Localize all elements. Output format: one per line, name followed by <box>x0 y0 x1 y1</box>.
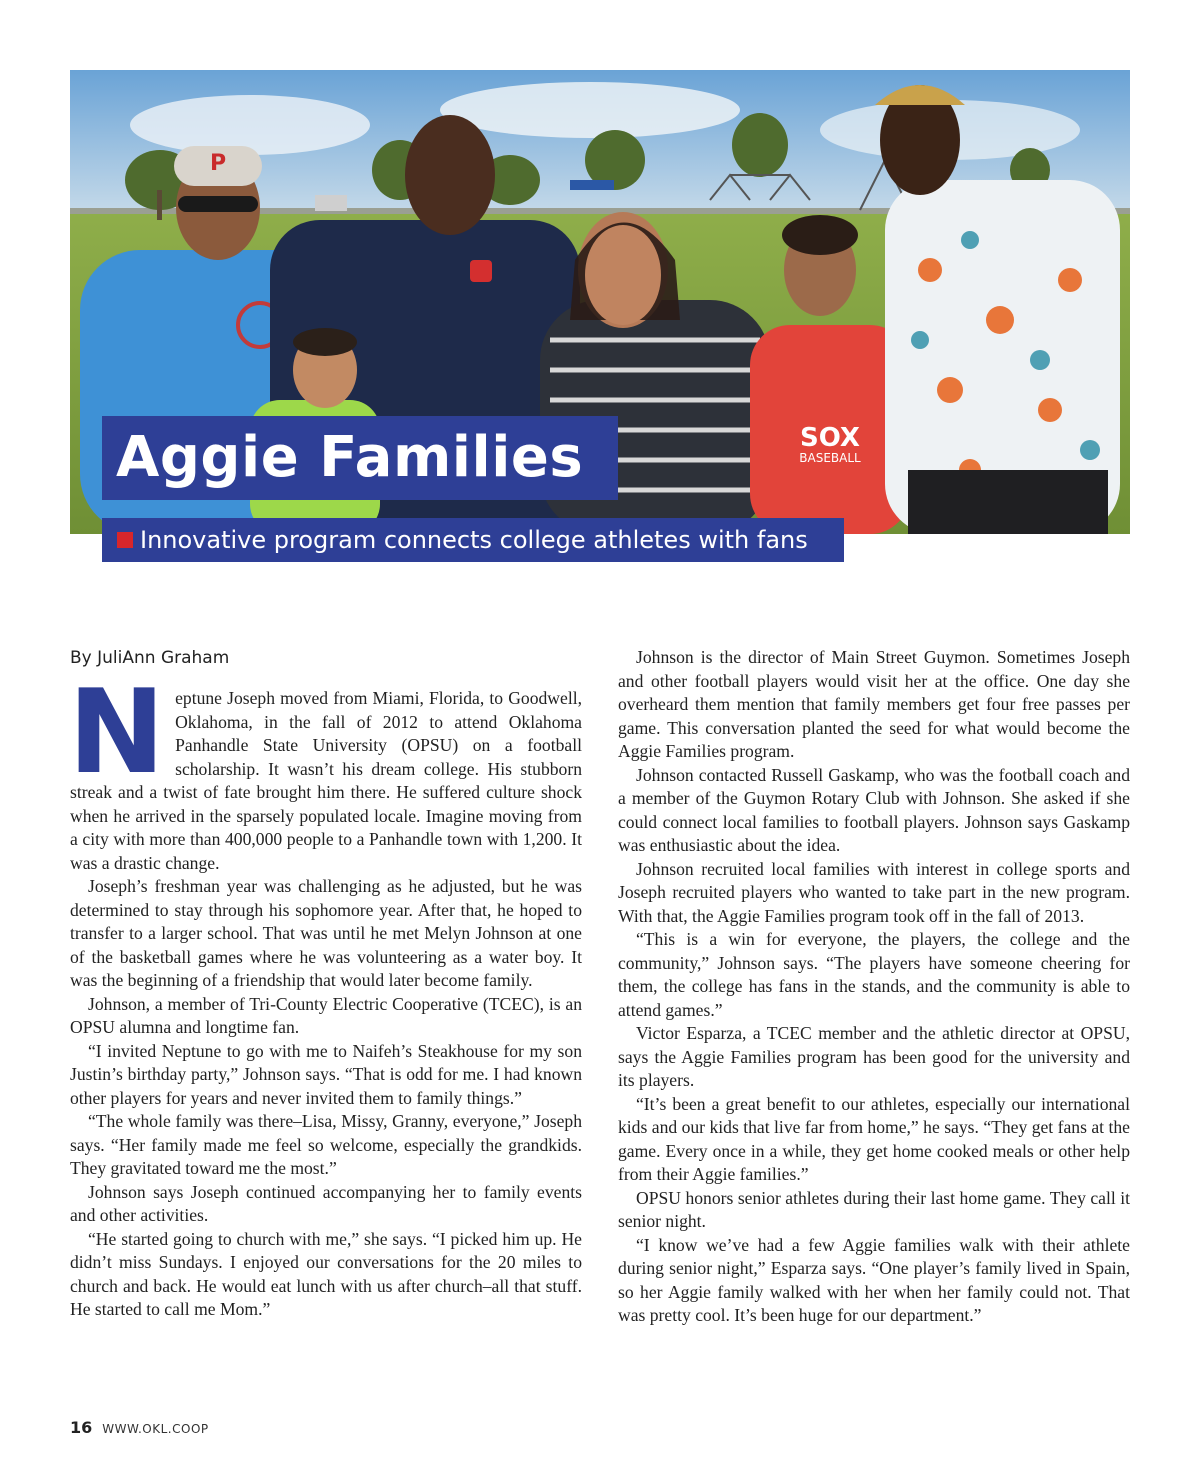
byline: By JuliAnn Graham <box>70 648 230 668</box>
left-column <box>68 665 582 1322</box>
page-footer <box>70 1418 209 1437</box>
paragraph: Neptune Joseph moved from Miami, Florida, to Goodwell, Oklahoma, in the fall of 2012 to attend Oklahoma Panhandle State University (OPSU) on a football scholarship. It wasn’t his dream college. His stubborn streak and a twist of fate brought him there. He suffered culture shock when he arrived in the sparsely populated locale. Imagine moving from a city with more than 400,000 people to a Panhandle town with 1,200. It was a drastic change. <box>68 665 582 873</box>
paragraph: “The whole family was there–Lisa, Missy, Granny, everyone,” Joseph says. “Her family made me feel so welcome, especially the grandkids. They gravitated toward me the most.” <box>70 1111 582 1178</box>
paragraph: “It’s been a great benefit to our athletes, especially our international kids and our kids that live far from home,” he says. “They get fans at the game. Every once in a while, they get home cooked meals or other help from their Aggie families.” <box>618 1093 1130 1184</box>
drop-cap: N <box>68 665 166 800</box>
article-title: Aggie Families <box>116 425 584 490</box>
paragraph: “This is a win for everyone, the players, the college and the community,” Johnson says. “The players have someone cheering for them, the college has fans in the stands, and the community is able to attend games.” <box>618 929 1130 1020</box>
article-subtitle: Innovative program connects college athletes with fans <box>140 526 808 554</box>
paragraph: “He started going to church with me,” she says. “I picked him up. He didn’t miss Sundays. I enjoyed our conversations for the 20 miles to church and back. He would eat lunch with us after church–all that stuff. He started to call me Mom.” <box>70 1228 582 1319</box>
page-number: 16 <box>70 1418 93 1437</box>
subtitle-bullet-icon <box>117 532 133 548</box>
paragraph: Johnson is the director of Main Street Guymon. Sometimes Joseph and other football players would visit her at the office. One day she overheard them mention that family members get four free passes per game. This conversation planted the seed for what would become the Aggie Families program. <box>618 647 1130 761</box>
paragraph: Johnson says Joseph continued accompanying her to family events and other activities. <box>70 1181 582 1225</box>
paragraph: Joseph’s freshman year was challenging as he adjusted, but he was determined to stay through his sophomore year. After that, he hoped to transfer to a larger school. That was until he met Melyn Johnson at one of the basketball games where he was volunteering as a water boy. It was the beginning of a friendship that would later become family. <box>70 876 582 990</box>
shirt-text-baseball: BASEBALL <box>799 451 861 465</box>
paragraph: “I invited Neptune to go with me to Naifeh’s Steakhouse for my son Justin’s birthday party,” Johnson says. “That is odd for me. I had known other players for years and never invited them to family things.” <box>70 1040 582 1108</box>
shirt-text-sox: SOX <box>800 423 860 453</box>
cap-letter: P <box>209 151 227 176</box>
website-link[interactable]: WWW.OKL.COOP <box>102 1422 209 1436</box>
paragraph: Victor Esparza, a TCEC member and the athletic director at OPSU, says the Aggie Families program has been good for the university and its players. <box>618 1023 1130 1090</box>
paragraph: “I know we’ve had a few Aggie families walk with their athlete during senior night,” Esparza says. “One player’s family lived in Spain, so her Aggie family walked with her when her family could not. That was pretty cool. It’s been huge for our department.” <box>618 1234 1130 1325</box>
paragraph: OPSU honors senior athletes during their last home game. They call it senior night. <box>618 1187 1130 1231</box>
paragraph: Johnson, a member of Tri-County Electric Cooperative (TCEC), is an OPSU alumna and longtime fan. <box>70 993 582 1037</box>
paragraph: Johnson contacted Russell Gaskamp, who was the football coach and a member of the Guymon Rotary Club with Johnson. She asked if she could connect local families to football players. Johnson says Gaskamp was enthusiastic about the idea. <box>618 764 1130 855</box>
paragraph: Johnson recruited local families with interest in college sports and Joseph recruited players who wanted to take part in the new program. With that, the Aggie Families program took off in the fall of 2013. <box>618 858 1130 926</box>
right-column <box>618 646 1130 1328</box>
